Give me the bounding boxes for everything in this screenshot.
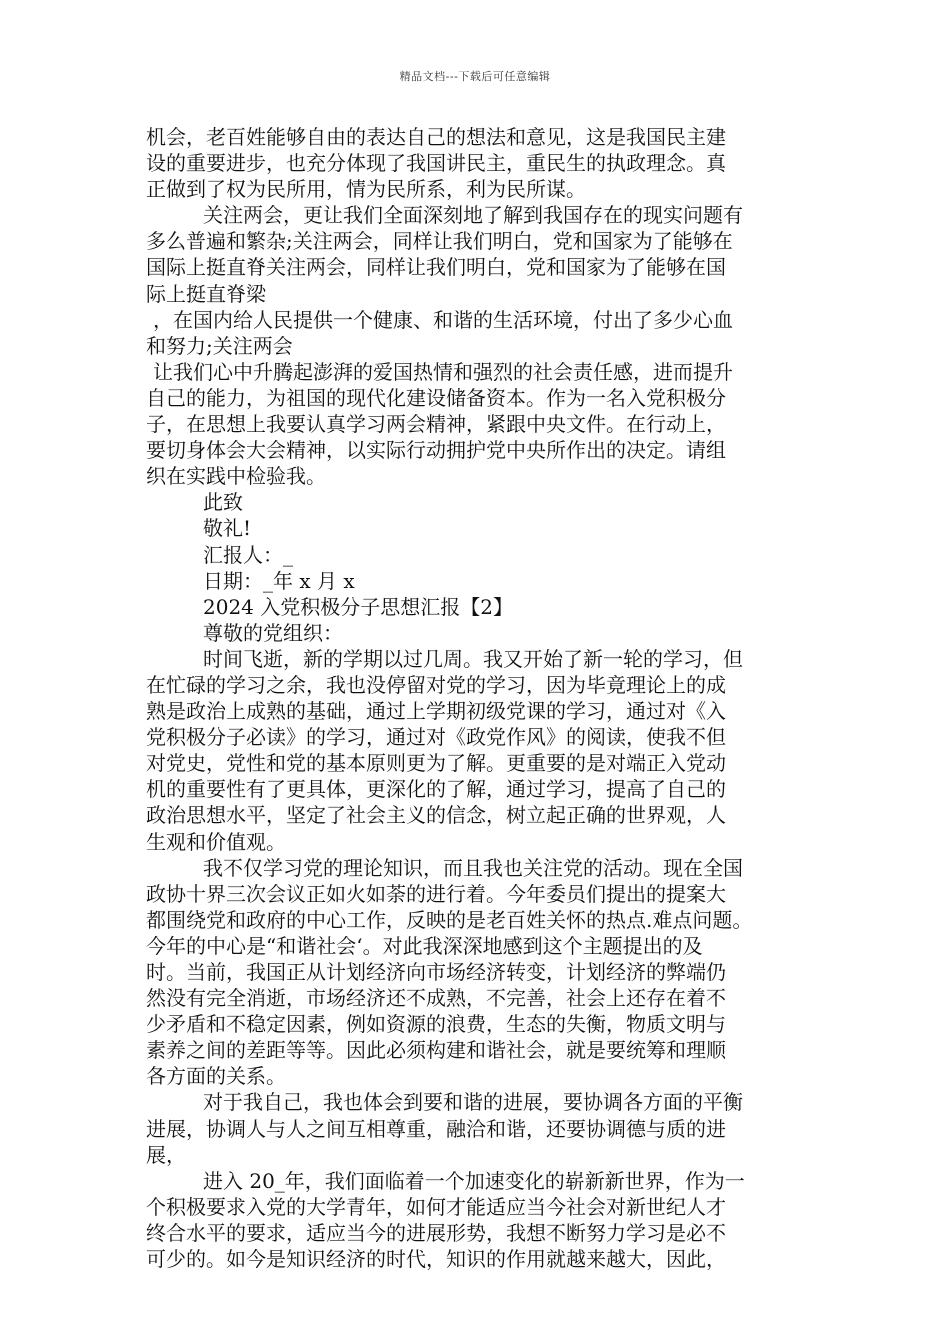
text-line: 自己的能力，为祖国的现代化建设储备资本。作为一名入党积极分 [146,385,726,410]
text-line: 熟是政治上成熟的基础，通过上学期初级党课的学习，通过对《入 [146,699,726,724]
text-line: 关注两会，更让我们全面深刻地了解到我国存在的现实问题有 [203,203,743,228]
text-line: 和努力;关注两会 [146,333,293,358]
text-line: 我不仅学习党的理论知识，而且我也关注党的活动。现在全国 [203,855,743,880]
text-line: 政协十界三次会议正如火如荼的进行着。今年委员们提出的提案大 [146,881,726,906]
text-line: 在忙碌的学习之余，我也没停留对党的学习，因为毕竟理论上的成 [146,672,726,697]
text-line: 织在实践中检验我。 [146,464,326,489]
text-line: 个积极要求入党的大学青年，如何才能适应当今社会对新世纪人才 [146,1194,726,1219]
text-line: 国际上挺直脊关注两会，同样让我们明白，党和国家为了能够在国 [146,255,726,280]
text-line: 际上挺直脊梁 [146,281,266,306]
text-line: 敬礼! [203,516,252,541]
text-line: 展， [146,1142,186,1167]
text-line: 汇报人：_ [203,542,293,567]
text-line: 设的重要进步，也充分体现了我国讲民主，重民生的执政理念。真 [146,151,726,176]
text-line: 进入 20_年，我们面临着一个加速变化的崭新新世界，作为一 [203,1168,745,1193]
text-line: 机会，老百姓能够自由的表达自己的想法和意见，这是我国民主建 [146,125,726,149]
text-line: 让我们心中升腾起澎湃的爱国热情和强烈的社会责任感，进而提升 [153,359,733,384]
text-line: 对于我自己，我也体会到要和谐的进展，要协调各方面的平衡 [203,1090,743,1115]
text-line: 2024 入党积极分子思想汇报【2】 [203,594,513,619]
page-header: 精品文档---下载后可任意编辑 [399,70,551,83]
text-line: 终合水平的要求，适应当今的进展形势，我想不断努力学习是必不 [146,1220,726,1245]
text-line: 各方面的关系。 [146,1064,286,1089]
text-line: 此致 [203,490,243,515]
text-line: 素养之间的差距等等。因此必须构建和谐社会，就是要统筹和理顺 [146,1038,726,1063]
text-line: 然没有完全消逝，市场经济还不成熟，不完善，社会上还存在着不 [146,986,726,1011]
document-body [146,124,814,1272]
text-line: 党积极分子必读》的学习，通过对《政党作风》的阅读，使我不但 [146,725,726,750]
text-line: 都围绕党和政府的中心工作，反映的是老百姓关怀的热点.难点问题。 [146,907,753,932]
text-line: 子，在思想上我要认真学习两会精神，紧跟中央文件。在行动上， [146,412,726,437]
text-line: 时间飞逝，新的学期以过几周。我又开始了新一轮的学习，但 [203,646,743,671]
text-line: 对党史，党性和党的基本原则更为了解。更重要的是对端正入党动 [146,751,726,776]
text-line: 政治思想水平，坚定了社会主义的信念，树立起正确的世界观，人 [146,803,726,828]
text-line: 尊敬的党组织： [203,620,343,645]
text-line: 少矛盾和不稳定因素，例如资源的浪费，生态的失衡，物质文明与 [146,1012,726,1037]
text-line: 要切身体会大会精神，以实际行动拥护党中央所作出的决定。请组 [146,438,726,463]
text-line: ，在国内给人民提供一个健康、和谐的生活环境，付出了多少心血 [153,307,733,332]
text-line: 时。当前，我国正从计划经济向市场经济转变，计划经济的弊端仍 [146,960,726,984]
text-line: 进展，协调人与人之间互相尊重，融洽和谐，还要协调德与质的进 [146,1116,726,1141]
text-line: 正做到了权为民所用，情为民所系，利为民所谋。 [146,177,586,202]
text-line: 生观和价值观。 [146,829,286,854]
text-line: 日期：_年 x 月 x [203,568,355,593]
text-line: 可少的。如今是知识经济的时代，知识的作用就越来越大，因此， [146,1247,726,1272]
text-line: 多么普遍和繁杂;关注两会，同样让我们明白，党和国家为了能够在 [146,229,733,254]
text-line: 今年的中心是“和谐社会‘。对此我深深地感到这个主题提出的及 [146,933,703,958]
text-line: 机的重要性有了更具体，更深化的了解，通过学习，提高了自己的 [146,777,726,802]
